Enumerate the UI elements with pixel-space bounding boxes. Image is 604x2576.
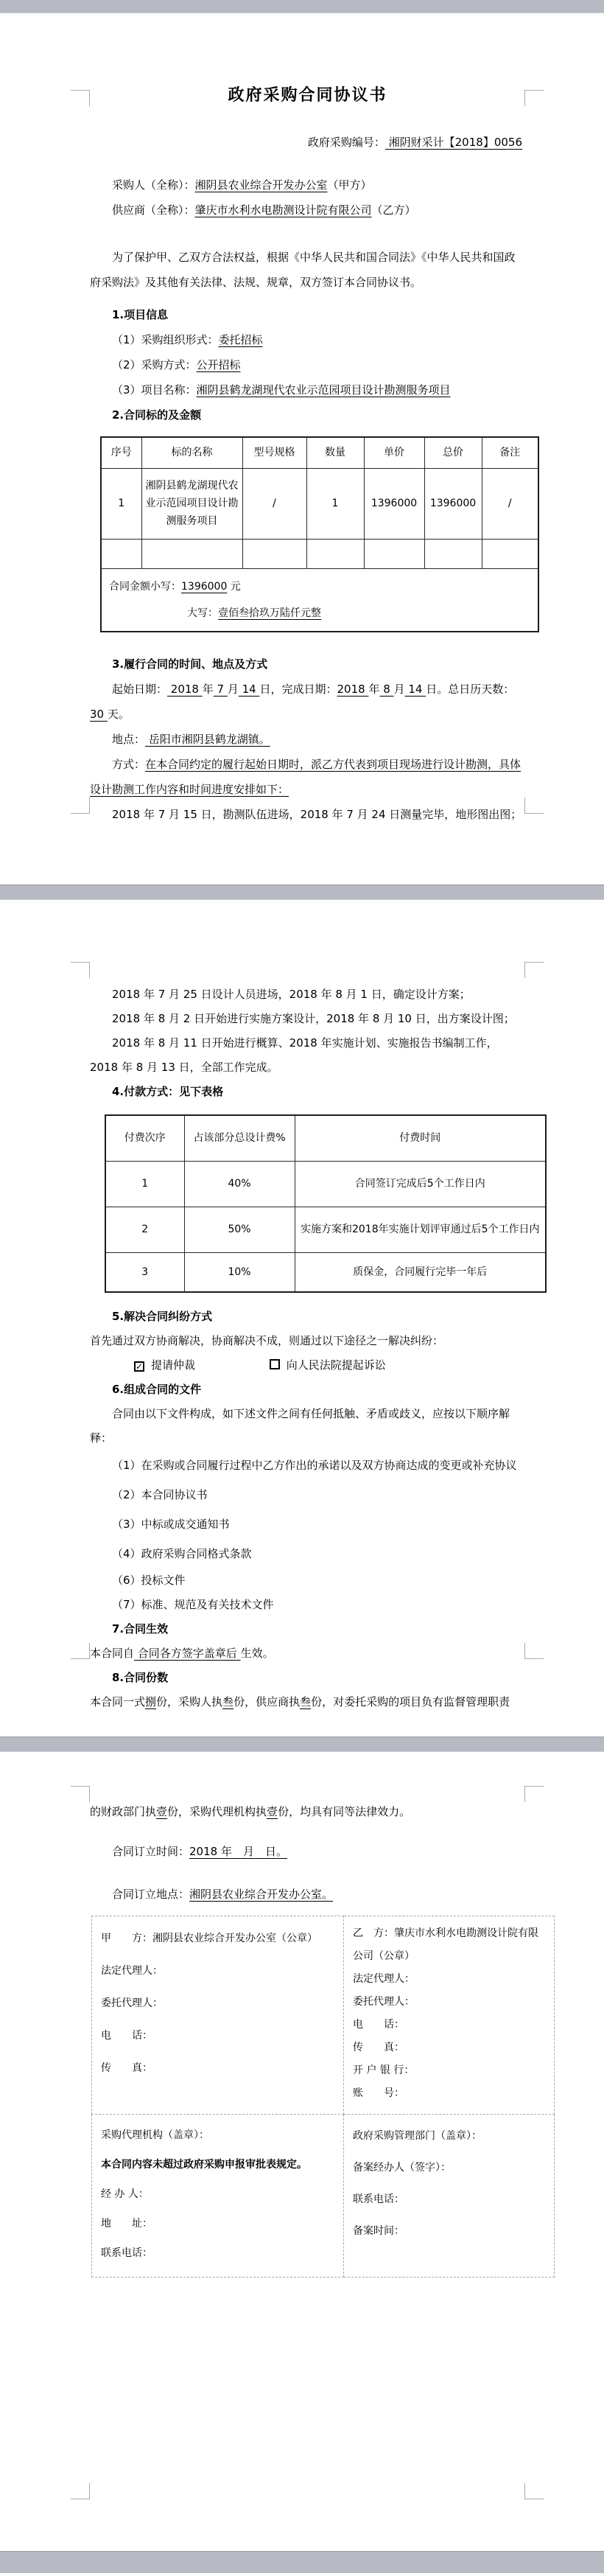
copies-continued-line: 的财政部门执壹份，采购代理机构执壹份，均具有同等法律效力。 xyxy=(90,1805,411,1818)
crop-mark-bottom-right xyxy=(524,1643,544,1659)
goods-amount-table xyxy=(100,436,539,632)
contract-file-item-1: （1）在采购或合同履行过程中乙方作出的承诺以及双方协商达成的变更或补充协议 xyxy=(112,1459,517,1472)
goods-cell-remark: / xyxy=(482,468,538,539)
page-gap-band xyxy=(0,0,604,13)
crop-mark-top-left xyxy=(71,1786,90,1802)
party-a-legal-agent-line: 法定代理人： xyxy=(101,1965,163,1977)
agency-address-line: 地 址： xyxy=(101,2218,152,2230)
crop-mark-top-left xyxy=(71,962,90,978)
contract-dates-line: 起始日期： 2018 年 7 月 14 日，完成日期：2018 年 8 月 14 日。总日历天数： 30 天。 xyxy=(90,682,515,721)
goods-header-spec: 型号规格 xyxy=(242,437,306,468)
arbitration-option-label: 提请仲裁 xyxy=(151,1358,196,1372)
contract-files-intro: 合同由以下文件构成，如下述文件之间有任何抵触、矛盾或歧义，应按以下顺序解释： xyxy=(90,1407,510,1445)
contract-method-paragraph: 方式：在本合同约定的履行起始日期时，派乙方代表到项目现场进行设计勘测，具体设计勘测工作内容和时间进度安排如下： xyxy=(90,757,522,796)
contract-file-item-3: （3）中标或成交通知书 xyxy=(112,1518,230,1531)
supplier-line: 供应商（全称）：肇庆市水利水电勘测设计院有限公司（乙方） xyxy=(112,203,416,217)
contract-place-line: 地点： 岳阳市湘阴县鹤龙湖镇。 xyxy=(112,732,270,746)
crop-mark-bottom-right xyxy=(524,2483,544,2499)
party-a-fax-line: 传 真： xyxy=(101,2062,152,2074)
validity-line: 本合同自 合同各方签字盖章后 生效。 xyxy=(90,1647,274,1660)
dispute-options-line xyxy=(90,1353,525,1378)
signature-row-agencies xyxy=(92,2115,555,2277)
schedule-line-2: 2018 年 7 月 25 日设计人员进场，2018 年 8 月 1 日，确定设计方案； xyxy=(112,988,471,1001)
authority-phone-line: 联系电话： xyxy=(353,2193,404,2205)
arbitration-checkbox[interactable]: ✓ xyxy=(136,1361,144,1372)
page-1 xyxy=(0,13,604,884)
dispute-intro-line: 首先通过双方协商解决，协商解决不成，则通过以下途径之一解决纠纷： xyxy=(90,1334,444,1347)
payment-table-header-row xyxy=(105,1115,546,1161)
authority-record-time-line: 备案时间： xyxy=(353,2225,404,2237)
signature-row-parties xyxy=(92,1916,555,2115)
section-2-heading: 2.合同标的及金额 xyxy=(112,408,202,422)
crop-mark-bottom-left xyxy=(71,1643,90,1659)
page-gap-band xyxy=(0,2551,604,2573)
contract-amount-words: 大写：壹佰叁拾玖万陆仟元整 xyxy=(187,607,321,619)
contract-file-item-7: （7）标准、规范及有关技术文件 xyxy=(112,1598,274,1611)
party-b-fax-line: 传 真： xyxy=(353,2042,404,2053)
goods-cell-unit-price: 1396000 xyxy=(364,468,424,539)
goods-cell-name: 湘阴县鹤龙湖现代农业示范园项目设计勘测服务项目 xyxy=(141,468,242,539)
crop-mark-bottom-right xyxy=(524,797,544,814)
contract-title: 政府采购合同协议书 xyxy=(228,86,387,105)
procurement-agency-seal-line: 采购代理机构（盖章）： xyxy=(101,2129,209,2141)
party-b-entrusted-agent-line: 委托代理人： xyxy=(353,1996,415,2008)
page-2 xyxy=(0,900,604,1736)
party-a-phone-line: 电 话： xyxy=(101,2030,152,2042)
procurement-number-line: 政府采购编号： 湘阴财采计【2018】0056 xyxy=(307,136,522,149)
party-b-name-line: 乙 方：肇庆市水利水电勘测设计院有限公司（公章） xyxy=(353,1927,538,1962)
crop-mark-top-right xyxy=(524,90,544,106)
section-6-heading: 6.组成合同的文件 xyxy=(112,1383,202,1396)
crop-mark-top-right xyxy=(524,962,544,978)
procurement-agency-cell xyxy=(92,2115,344,2277)
signing-time-line: 合同订立时间：2018 年 月 日。 xyxy=(112,1845,287,1858)
payment-header-time: 付费时间 xyxy=(295,1115,546,1161)
goods-header-unit-price: 单价 xyxy=(364,437,424,468)
payment-header-percent: 占该部分总设计费% xyxy=(184,1115,295,1161)
copies-paragraph: 本合同一式捌份，采购人执叁份，供应商执叁份，对委托采购的项目负有监督管理职责 xyxy=(90,1695,510,1708)
section-7-heading: 7.合同生效 xyxy=(112,1622,169,1636)
payment-row-1: 1 40% 合同签订完成后5个工作日内 xyxy=(105,1161,546,1207)
section-4-heading: 4.付款方式：见下表格 xyxy=(112,1085,224,1098)
court-option-label: 向人民法院提起诉讼 xyxy=(286,1358,386,1372)
schedule-line-4: 2018 年 8 月 11 日开始进行概算、2018 年实施计划、实施报告书编制工作，2018 年 8 月 13 日，全部工作完成。 xyxy=(90,1036,498,1074)
party-b-signature-cell xyxy=(344,1916,555,2115)
crop-mark-bottom-left xyxy=(71,797,90,814)
contract-file-item-4: （4）政府采购合同格式条款 xyxy=(112,1547,252,1560)
goods-header-remark: 备注 xyxy=(482,437,538,468)
goods-cell-seq: 1 xyxy=(101,468,141,539)
page-3 xyxy=(0,1752,604,2551)
schedule-line-1: 2018 年 7 月 15 日，勘测队伍进场，2018 年 7 月 24 日测量完毕，地形图出图； xyxy=(112,807,522,821)
goods-header-name: 标的名称 xyxy=(141,437,242,468)
payment-table xyxy=(105,1114,547,1293)
goods-cell-total-price: 1396000 xyxy=(424,468,482,539)
agency-note-line: 本合同内容未超过政府采购申报审批表规定。 xyxy=(101,2159,307,2171)
page-gap-band xyxy=(0,1736,604,1752)
crop-mark-bottom-left xyxy=(71,2483,90,2499)
party-b-bank-line: 开 户 银 行： xyxy=(353,2064,415,2076)
payment-header-order: 付费次序 xyxy=(105,1115,184,1161)
purchaser-line: 采购人（全称）：湘阴县农业综合开发办公室（甲方） xyxy=(112,178,372,192)
signature-table xyxy=(91,1916,555,2277)
party-b-legal-agent-line: 法定代理人： xyxy=(353,1973,415,1985)
contract-file-item-6: （6）投标文件 xyxy=(112,1574,186,1587)
crop-mark-top-left xyxy=(71,90,90,106)
section-8-heading: 8.合同份数 xyxy=(112,1671,169,1684)
procurement-method-line: （2）采购方式：公开招标 xyxy=(112,358,241,371)
goods-header-total-price: 总价 xyxy=(424,437,482,468)
goods-table-amount-row xyxy=(101,568,538,632)
goods-table-empty-row xyxy=(101,539,538,568)
authority-seal-line: 政府采购管理部门（盖章）： xyxy=(353,2130,482,2142)
section-5-heading: 5.解决合同纠纷方式 xyxy=(112,1310,213,1323)
procurement-org-form-line: （1）采购组织形式：委托招标 xyxy=(112,333,263,346)
goods-header-seq: 序号 xyxy=(101,437,141,468)
party-b-account-line: 账 号： xyxy=(353,2087,404,2099)
authority-record-handler-line: 备案经办人（签字）： xyxy=(353,2162,451,2174)
goods-table-row xyxy=(101,468,538,539)
section-1-heading: 1.项目信息 xyxy=(112,308,169,321)
court-checkbox[interactable] xyxy=(270,1359,280,1369)
page-gap-band xyxy=(0,884,604,900)
party-b-phone-line: 电 话： xyxy=(353,2019,404,2031)
goods-cell-spec: / xyxy=(242,468,306,539)
crop-mark-top-right xyxy=(524,1786,544,1802)
party-a-signature-cell xyxy=(92,1916,344,2115)
agency-phone-line: 联系电话： xyxy=(101,2247,152,2259)
schedule-line-3: 2018 年 8 月 2 日开始进行实施方案设计，2018 年 8 月 10 日，出方案设计图； xyxy=(112,1012,515,1025)
goods-header-qty: 数量 xyxy=(306,437,364,468)
agency-handler-line: 经 办 人： xyxy=(101,2188,149,2200)
payment-row-3: 3 10% 质保金，合同履行完毕一年后 xyxy=(105,1252,546,1292)
contract-file-item-2: （2）本合同协议书 xyxy=(112,1488,208,1501)
project-name-line: （3）项目名称：湘阴县鹤龙湖现代农业示范园项目设计勘测服务项目 xyxy=(112,383,451,397)
payment-row-2: 2 50% 实施方案和2018年实施计划评审通过后5个工作日内 xyxy=(105,1207,546,1252)
preamble-paragraph: 为了保护甲、乙双方合法权益，根据《中华人民共和国合同法》《中华人民共和国政府采购法》及其他有关法律、法规、规章，双方签订本合同协议书。 xyxy=(90,251,516,289)
party-a-entrusted-agent-line: 委托代理人： xyxy=(101,1997,163,2009)
goods-cell-qty: 1 xyxy=(306,468,364,539)
goods-table-header-row xyxy=(101,437,538,468)
section-3-heading: 3.履行合同的时间、地点及方式 xyxy=(112,657,268,671)
signing-place-line: 合同订立地点：湘阴县农业综合开发办公室。 xyxy=(112,1888,334,1901)
procurement-authority-cell xyxy=(344,2115,555,2277)
party-a-name-line: 甲 方：湘阴县农业综合开发办公室（公章） xyxy=(101,1933,317,1944)
contract-amount-numeric: 合同金额小写：1396000 元 xyxy=(109,580,241,593)
